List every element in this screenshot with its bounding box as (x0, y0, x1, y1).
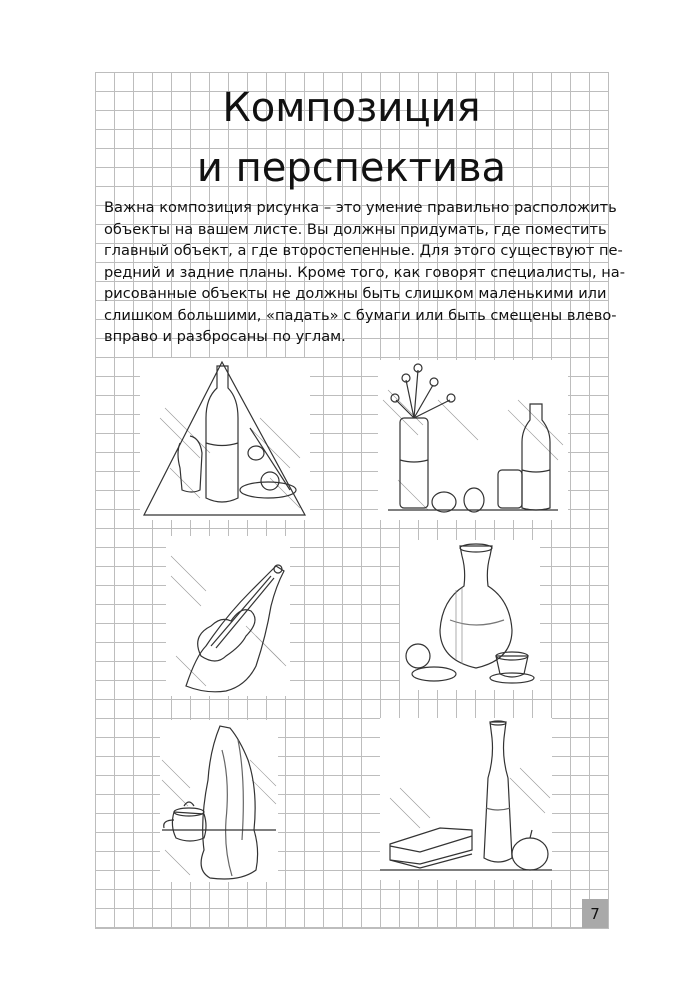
bottle-triangle-sketch (140, 358, 310, 520)
title-line-2: и перспектива (196, 145, 507, 191)
flowers-vase-sketch (378, 360, 568, 520)
intro-line: слишком большими, «падать» с бумаги или быть смещены влево- (104, 306, 617, 324)
books-decanter-sketch (380, 718, 552, 880)
intro-line: Важна композиция рисунка – это умение правильно расположить (104, 199, 617, 216)
intro-line: вправо и разбросаны по углам. (104, 328, 346, 345)
intro-line: главный объект, а где второстепенные. Для этого существуют пе- (104, 242, 623, 259)
vase-fruit-cup-sketch (400, 540, 540, 690)
intro-line: рисованные объекты не должны быть слишком маленькими или (104, 285, 607, 302)
title-line-1: Композиция (222, 85, 481, 131)
intro-paragraph (104, 197, 625, 348)
page-number: 7 (582, 899, 608, 928)
teapot-drapery-sketch (160, 720, 278, 882)
intro-line: объекты на вашем листе. Вы должны придумать, где поместить (104, 220, 607, 238)
violin-drapery-sketch (166, 536, 290, 696)
intro-line: редний и задние планы. Кроме того, как говорят специалисты, на- (104, 263, 625, 281)
